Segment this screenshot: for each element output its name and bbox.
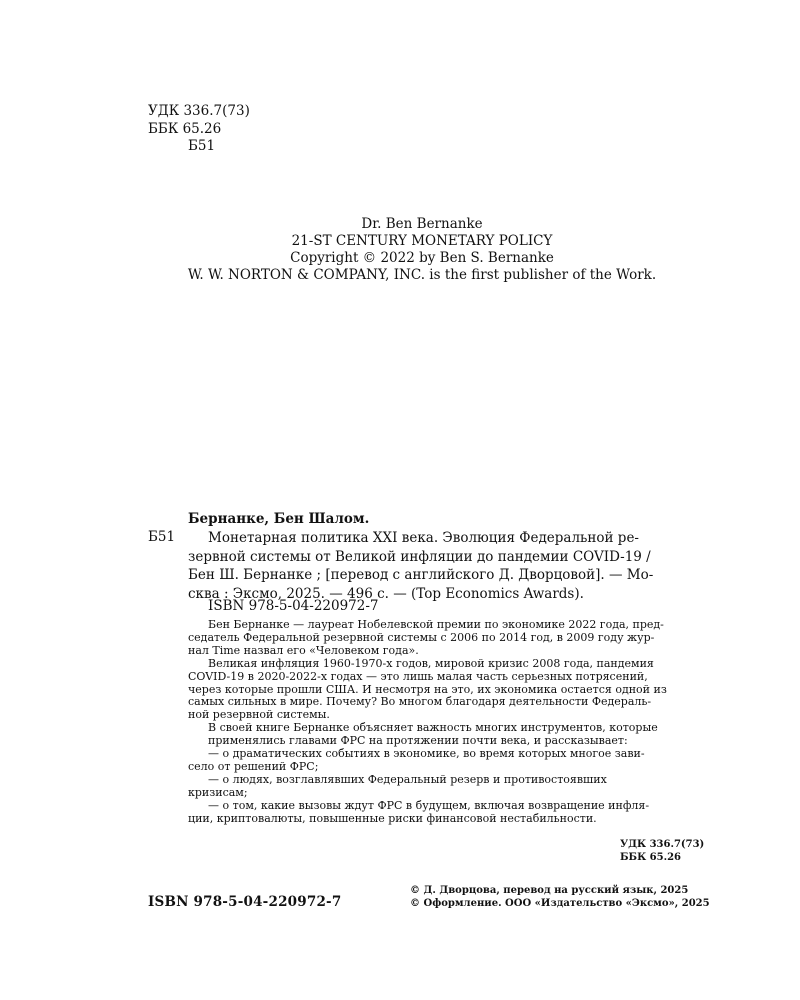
- bibliography-line: Бен Ш. Бернанке ; [перевод с английского Д. Дворцовой]. — Мо-: [188, 567, 654, 583]
- imprint-copyrights: [410, 884, 710, 910]
- bibliography-description: [188, 529, 698, 603]
- annotation-line: COVID-19 в 2020-2022-х годах — это лишь малая часть серьезных потрясений,: [188, 669, 648, 683]
- annotation-block: [188, 619, 698, 826]
- udk-code: УДК 336.7(73): [148, 103, 250, 119]
- imprint-isbn: ISBN 978-5-04-220972-7: [148, 894, 342, 910]
- original-edition-block: [0, 216, 800, 284]
- annotation-line: Бен Бернанке — лауреат Нобелевской премии по экономике 2022 года, пред-: [208, 618, 664, 631]
- original-publisher: W. W. NORTON & COMPANY, INC. is the first publisher of the Work.: [187, 267, 657, 283]
- bibliography-line: сква : Эксмо, 2025. — 496 с. — (Top Economics Awards).: [188, 585, 584, 602]
- classification-block: [148, 103, 250, 156]
- bbk-code: ББК 65.26: [148, 120, 222, 137]
- original-author: Dr. Ben Bernanke: [361, 216, 483, 232]
- original-title: 21-ST CENTURY MONETARY POLICY: [291, 233, 553, 249]
- annotation-line: — о драматических событиях в экономике, во время которых многое зави-: [208, 747, 645, 761]
- annotation-line: ной резервной системы.: [188, 708, 330, 722]
- author-mark: Б51: [188, 138, 216, 154]
- annotation-line: ции, криптовалюты, повышенные риски финансовой нестабильности.: [188, 811, 597, 825]
- translation-copyright: © Д. Дворцова, перевод на русский язык, 2025: [410, 885, 689, 896]
- design-copyright: © Оформление. ООО «Издательство «Эксмо», 2025: [410, 898, 710, 909]
- bibliography-isbn: ISBN 978-5-04-220972-7: [208, 598, 379, 614]
- annotation-line: Великая инфляция 1960-1970-х годов, мировой кризис 2008 года, пандемия: [208, 656, 654, 670]
- original-copyright: Copyright © 2022 by Ben S. Bernanke: [290, 250, 554, 266]
- annotation-line: кризисам;: [188, 785, 248, 799]
- annotation-line: В своей книге Бернанке объясняет важность многих инструментов, которые: [208, 721, 658, 735]
- bibliography-code: Б51: [148, 529, 176, 545]
- bibliography-author: Бернанке, Бен Шалом.: [188, 511, 370, 527]
- annotation-line: через которые прошли США. И несмотря на это, их экономика остается одной из: [188, 682, 667, 696]
- annotation-line: — о людях, возглавлявших Федеральный резерв и противостоявших: [208, 772, 607, 786]
- annotation-line: — о том, какие вызовы ждут ФРС в будущем, включая возвращение инфля-: [208, 798, 650, 812]
- bibliography-line: зервной системы от Великой инфляции до пандемии COVID-19 /: [188, 548, 651, 565]
- bibliography-line: Монетарная политика XXI века. Эволюция Федеральной ре-: [208, 530, 639, 546]
- small-udk-code: УДК 336.7(73): [620, 839, 705, 850]
- annotation-line: седатель Федеральной резервной системы с 2006 по 2014 год, в 2009 году жур-: [188, 630, 655, 644]
- small-bbk-code: ББК 65.26: [620, 852, 681, 863]
- annotation-line: нал Time назвал его «Человеком года».: [188, 643, 419, 657]
- annotation-line: село от решений ФРС;: [188, 759, 319, 773]
- annotation-line: применялись главами ФРС на протяжении почти века, и рассказывает:: [208, 734, 628, 748]
- annotation-line: самых сильных в мире. Почему? Во многом благодаря деятельности Федераль-: [188, 695, 652, 709]
- small-classification-block: [620, 838, 704, 864]
